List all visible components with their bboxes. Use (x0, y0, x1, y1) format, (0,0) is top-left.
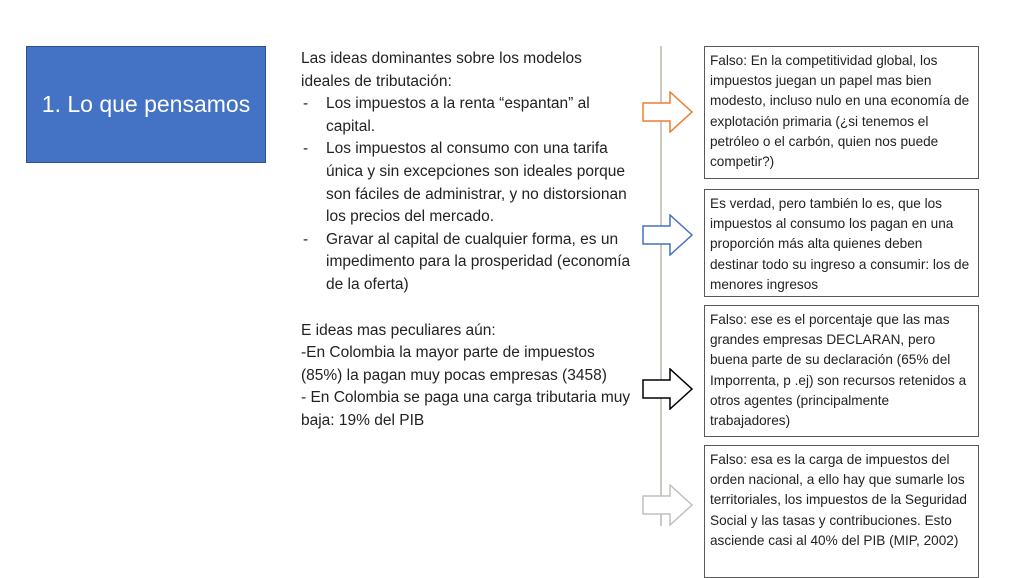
note-box: Falso: En la competitividad global, los impuestos juegan un papel mas bien modesto, incluso nulo en una economía de explotación primaria (¿si tenemos el petróleo o el carbón, quien nos puede competir?) (704, 46, 979, 179)
bullet-item: - Gravar al capital de cualquier forma, es un impedimento para la prosperidad (economía de la oferta) (301, 229, 631, 297)
main-text-block (301, 48, 631, 433)
slide-title: 1. Lo que pensamos (41, 91, 251, 117)
note-box: Es verdad, pero también lo es, que los impuestos al consumo los pagan en una proporción más alta quienes deben destinar todo su ingreso a consumir: los de menores ingresos (704, 189, 979, 297)
note-box: Falso: ese es el porcentaje que las mas grandes empresas DECLARAN, pero buena parte de su declaración (65% del Imporrenta, p .ej) son recursos retenidos a otros agentes (principalmente trabajadores) (704, 305, 979, 437)
bullet-item: - Los impuestos al consumo con una tarifa única y sin excepciones son ideales porque son fáciles de administrar, y no distorsionan los precios del mercado. (301, 138, 631, 228)
spacer (301, 297, 631, 320)
title-box (26, 46, 266, 163)
intro-text: Las ideas dominantes sobre los modelos ideales de tributación: (301, 50, 582, 90)
arrow-right-icon (642, 214, 694, 256)
arrow-right-icon (642, 484, 694, 526)
bullet-list (301, 93, 631, 296)
bullet-item: - Los impuestos a la renta “espantan” al capital. (301, 93, 631, 138)
peculiar-item: -En Colombia la mayor parte de impuestos (85%) la pagan muy pocas empresas (3458) (301, 344, 607, 384)
note-box: Falso: esa es la carga de impuestos del orden nacional, a ello hay que sumarle los territoriales, los impuestos de la Seguridad Social y las tasas y contribuciones. Esto asciende casi al 40% del PIB (MIP, 2002) (704, 445, 979, 578)
arrow-right-icon (642, 368, 694, 410)
peculiar-heading: E ideas mas peculiares aún: (301, 321, 496, 339)
peculiar-item: - En Colombia se paga una carga tributaria muy baja: 19% del PIB (301, 389, 631, 429)
arrow-right-icon (642, 91, 694, 133)
